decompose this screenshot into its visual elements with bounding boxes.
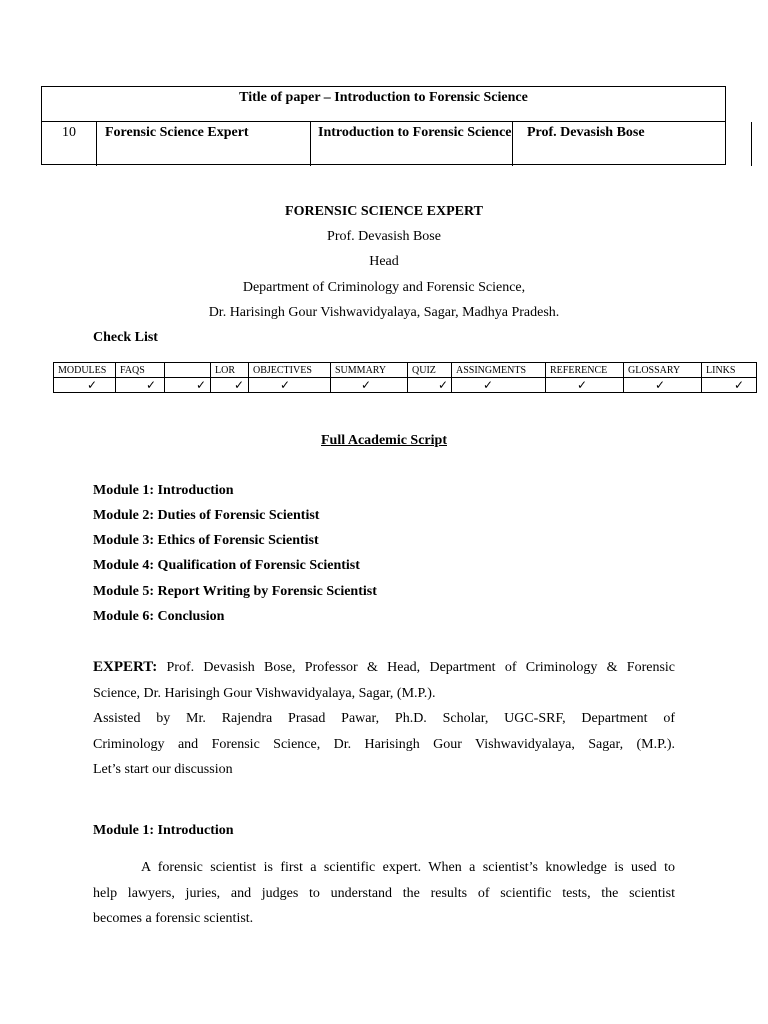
checklist-col-modules: MODULES [54,363,116,378]
checkmark-icon: ✓ [165,378,211,393]
row-number: 10 [62,125,76,140]
module-list-item: Module 6: Conclusion [93,609,225,624]
checklist-col-glossary: GLOSSARY [624,363,702,378]
assist-line: Let’s start our discussion [93,762,233,777]
row-paper: Introduction to Forensic Science [310,122,512,166]
section-heading: Module 1: Introduction [93,823,234,838]
checklist-col-objectives: OBJECTIVES [249,363,331,378]
checkmark-icon: ✓ [211,378,249,393]
checklist-col-faqs: FAQS [116,363,165,378]
module-list-item: Module 5: Report Writing by Forensic Scientist [93,584,377,599]
checklist-col-summary: SUMMARY [331,363,408,378]
assist-line: Criminology and Forensic Science, Dr. Harisingh Gour Vishwavidyalaya, Sagar, (M.P.). [93,736,675,752]
checklist-header-row [54,363,757,378]
checkmark-icon: ✓ [546,378,624,393]
checklist-label: Check List [93,330,158,345]
checkmark-icon: ✓ [702,378,757,393]
expert-university: Dr. Harisingh Gour Vishwavidyalaya, Sagar, Madhya Pradesh. [208,305,560,320]
checklist-col-blank [165,363,211,378]
checkmark-icon: ✓ [624,378,702,393]
checkmark-icon: ✓ [408,378,452,393]
checklist-table [53,362,757,393]
expert-heading: FORENSIC SCIENCE EXPERT [285,204,483,219]
row-role: Forensic Science Expert [96,122,310,166]
intro-line: A forensic scientist is first a scientific expert. When a scientist’s knowledge is used to [141,860,675,875]
module-list-item: Module 3: Ethics of Forensic Scientist [93,533,319,548]
script-heading: Full Academic Script [321,433,447,448]
paper-header-table [41,86,726,165]
assist-line: Assisted by Mr. Rajendra Prasad Pawar, Ph.D. Scholar, UGC-SRF, Department of [93,711,675,726]
paper-header-row [42,121,725,166]
checkmark-icon: ✓ [331,378,408,393]
checkmark-icon: ✓ [452,378,546,393]
paper-title: Title of paper – Introduction to Forensic Science [239,90,528,105]
expert-department: Department of Criminology and Forensic Science, [242,280,526,295]
checkmark-icon: ✓ [54,378,116,393]
expert-name: Prof. Devasish Bose [327,229,441,244]
checklist-tick-row [54,378,757,393]
module-list-item: Module 2: Duties of Forensic Scientist [93,508,320,523]
row-name: Prof. Devasish Bose [512,122,751,166]
checkmark-icon: ✓ [116,378,165,393]
checklist-col-lor: LOR [211,363,249,378]
module-list-item: Module 4: Qualification of Forensic Scientist [93,558,360,573]
checklist-col-quiz: QUIZ [408,363,452,378]
checkmark-icon: ✓ [249,378,331,393]
expert-designation: Head [369,254,399,269]
expert-paragraph [93,655,675,783]
expert-label: EXPERT: [93,659,158,675]
expert-line-text: Prof. Devasish Bose, Professor & Head, Department of Criminology & Forensic [166,660,676,675]
checklist-col-links: LINKS [702,363,757,378]
intro-line: help lawyers, juries, and judges to understand the results of scientific tests, the scientist [93,885,675,901]
expert-line: Science, Dr. Harisingh Gour Vishwavidyalaya, Sagar, (M.P.). [93,685,436,701]
expert-line [93,655,675,681]
intro-paragraph [93,855,675,932]
checklist-col-assignments: ASSINGMENTS [452,363,546,378]
module-list-item: Module 1: Introduction [93,483,234,498]
row-empty-cell [751,122,767,166]
intro-line: becomes a forensic scientist. [93,911,254,926]
checklist-col-reference: REFERENCE [546,363,624,378]
